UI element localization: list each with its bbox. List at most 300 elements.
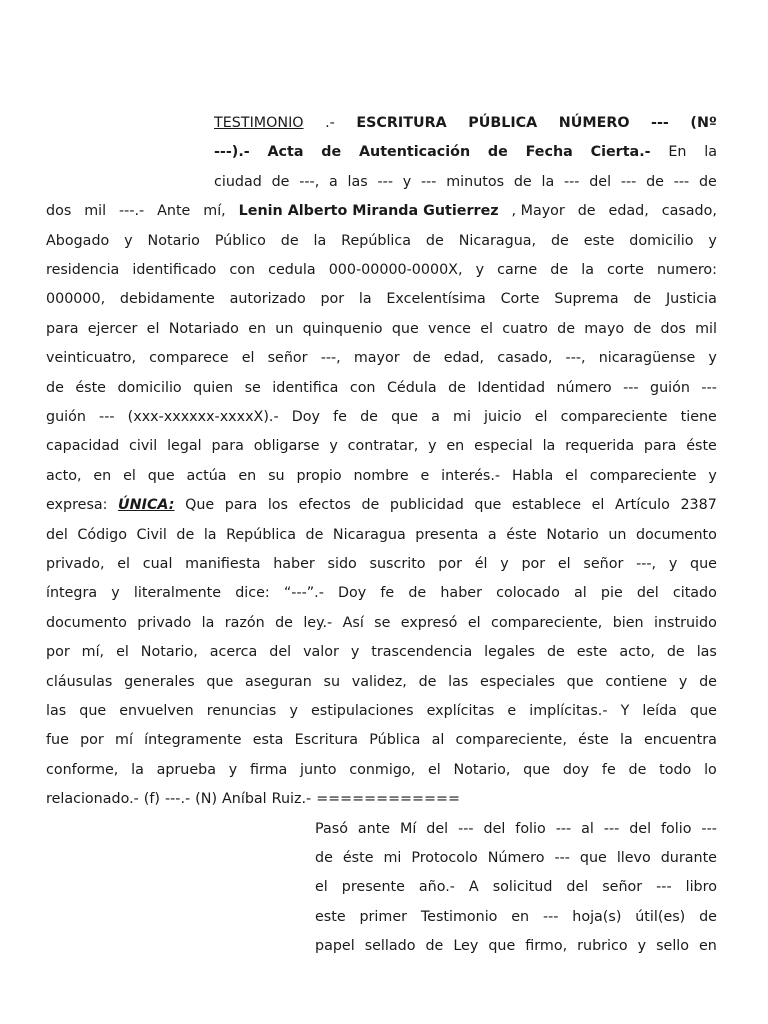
word: de [577,203,596,219]
word: de [633,321,652,337]
word: identifica [272,380,339,396]
word: de [271,174,290,190]
word: Notario [546,527,599,543]
word: que [523,762,551,778]
word: --- [99,409,115,425]
word: explícitas [426,703,495,719]
word: fe [333,409,347,425]
word: íntegra [46,585,98,601]
word: edad, [608,203,649,219]
word: por [46,644,70,660]
word: Cédula [386,380,437,396]
emphasized-word: de [487,144,508,160]
emphasized-word: de [321,144,342,160]
word: el [117,556,131,572]
emphasized-word: Autenticación [358,144,471,160]
word: mí, [81,644,105,660]
word: doy [562,762,590,778]
word: actúa [186,468,227,484]
word: obligarse [253,438,320,454]
word: mil [84,203,107,219]
word: Nicaragua [332,527,406,543]
emphasized-word: ---).- [214,144,250,160]
word: comparece [149,350,229,366]
word: compareciente, [455,732,567,748]
word: Notario, [453,762,511,778]
word: dice: [235,585,270,601]
word: hoja(s) [572,909,622,925]
text-line [46,378,717,398]
word: el [146,321,160,337]
word: de [46,380,64,396]
word: acerca [209,644,258,660]
word: tiene [680,409,717,425]
word: ejercer [87,321,138,337]
word: de [305,527,324,543]
word: compareciente [560,409,668,425]
word: solicitud [492,879,553,895]
word: Que [185,497,215,513]
word: implícitas.- [529,703,608,719]
word: todo [659,762,692,778]
word: --- [554,850,570,866]
word: de [315,850,333,866]
word: que [488,938,516,954]
word: mayor [353,350,400,366]
word: cláusulas [46,674,113,690]
word: éste [75,380,106,396]
word: primer [359,909,408,925]
word: Doy [291,409,320,425]
word: y [428,438,437,454]
word: razón [224,615,265,631]
word: --- [555,821,572,837]
word: renuncias [206,703,277,719]
word: --- [542,909,559,925]
word: e [507,703,517,719]
text-line [46,289,717,309]
text-line [46,554,717,574]
emphasized-word: NÚMERO [558,115,630,131]
word: Justicia [665,291,717,307]
word: en [446,438,465,454]
word: señor [267,350,308,366]
word: compareciente, [490,615,603,631]
word: Excelentísima [386,291,486,307]
word: de [550,262,569,278]
word: veinticuatro, [46,350,137,366]
emphasized-word: PÚBLICA [468,115,538,131]
word: el [123,468,136,484]
word: y [678,674,688,690]
word: instruido [654,615,717,631]
text-line [315,907,717,927]
word: casado, [497,350,553,366]
word: “---”.- [283,585,324,601]
word: publicidad [389,497,464,513]
word: el [241,350,255,366]
text-line [315,877,717,897]
word: señor [583,556,624,572]
word: la [541,174,555,190]
word: folio [661,821,692,837]
text-line [46,260,717,280]
word: la [620,732,633,748]
word: conmigo, [349,762,416,778]
word: nicaragüense [598,350,696,366]
word: durante [660,850,717,866]
word: Aníbal [222,791,267,807]
word: papel [315,938,355,954]
word: aprueba [156,762,216,778]
word: por [521,556,546,572]
word: literalmente [133,585,222,601]
word: que [690,703,717,719]
word: los [267,497,288,513]
word: estipulaciones [310,703,414,719]
word: civil [129,438,158,454]
word: rubrico [577,938,628,954]
word: leída [642,703,677,719]
word: su [323,674,341,690]
word: numero: [656,262,717,278]
word: Ante [157,203,191,219]
word: de [698,174,717,190]
word: Número [487,850,545,866]
word: y [111,585,120,601]
word: Nicaragua, [458,233,537,249]
word: carne [497,262,538,278]
word: juicio [484,409,522,425]
word: mil [695,321,717,337]
word: Y [620,703,630,719]
word: --- [620,174,637,190]
word: y [708,468,717,484]
text-line [46,201,717,221]
word: Pública [369,732,421,748]
word: en [511,909,530,925]
text-line [46,348,717,368]
word: que [690,556,717,572]
word: que [391,321,419,337]
word: colocado [496,585,560,601]
word: cual [142,556,173,572]
word: de [361,497,380,513]
emphasized-word: ESCRITURA [356,115,447,131]
word: valor [303,644,339,660]
word: Testimonio [420,909,498,925]
word: relacionado.- [46,791,139,807]
word: domicilio [117,380,182,396]
word: haber [440,585,482,601]
text-line [46,789,717,809]
word: de [412,350,431,366]
emphasized-word: (Nº [690,115,717,131]
text-line [46,672,717,692]
word: sello [656,938,690,954]
word: de [360,409,378,425]
word: el [565,468,578,484]
word: se [244,380,261,396]
word: el [480,321,494,337]
emphasized-word: Fecha [525,144,573,160]
word: Identidad [477,380,546,396]
word: encuentra [643,732,717,748]
word: se [374,615,391,631]
word: para [46,321,79,337]
word: un [608,527,627,543]
word: este [576,644,608,660]
word: especiales [480,674,555,690]
word: la [542,438,556,454]
emphasized-word: Cierta.- [590,144,651,160]
word: aseguran [245,674,312,690]
word: este [583,233,615,249]
word: número [556,380,612,396]
word: Artículo [614,497,670,513]
word: capacidad [46,438,120,454]
word: Corte [500,291,540,307]
word: quinquenio [302,321,383,337]
word: la [581,262,594,278]
word: de [176,527,195,543]
word: (f) [143,791,160,807]
word: al [431,732,445,748]
word: y [708,350,717,366]
text-line [214,142,717,162]
text-line [46,436,717,456]
word: mi [453,409,471,425]
word: y [402,174,412,190]
word: de [699,909,717,925]
word: privado, [46,556,105,572]
word: República [341,233,412,249]
text-line [315,936,717,956]
word: lo [704,762,717,778]
word: útil(es) [635,909,686,925]
word: la [203,527,217,543]
word: la [201,615,215,631]
word: privado [137,615,192,631]
word: e [420,468,430,484]
word: quien [193,380,234,396]
word: Civil [136,527,167,543]
word: debidamente [119,291,215,307]
text-line [214,113,717,133]
word: el [557,556,571,572]
word: En [668,144,687,160]
word: República [226,527,296,543]
word: de [513,174,532,190]
word: contiene [605,674,668,690]
word: establece [511,497,582,513]
word: expresa: [46,497,108,513]
word: del [426,821,449,837]
word: requerida [565,438,635,454]
word: acto, [619,644,655,660]
text-line [46,613,717,633]
word: suscrito [369,556,426,572]
word: y [289,703,298,719]
emphasized-word: ÚNICA: [118,497,175,513]
word: del [566,879,589,895]
word: documento [635,527,717,543]
word: ---, [299,174,320,190]
word: el [534,409,548,425]
word: Protocolo [411,850,478,866]
word: pie [600,585,623,601]
word: el [591,497,605,513]
word: por [438,556,462,572]
word: 2387 [680,497,717,513]
word: contratar, [347,438,419,454]
word: íntegramente [144,732,242,748]
text-line [46,701,717,721]
word: y [228,762,238,778]
word: Escritura [294,732,359,748]
word: nombre [353,468,409,484]
word: de [546,644,565,660]
word: por [80,732,104,748]
word: --- [623,380,639,396]
word: residencia [46,262,120,278]
word: la [358,291,372,307]
word: haber [273,556,315,572]
word: al [581,821,594,837]
text-line [46,760,717,780]
word: un [275,321,294,337]
word: él [474,556,488,572]
word: identificado [132,262,217,278]
word: en [93,468,112,484]
text-line [46,525,717,545]
word: y [708,233,717,249]
word: (xxx-xxxxxx-xxxxX).- [127,409,279,425]
word: que [579,850,607,866]
word: a [329,174,338,190]
word: --- [673,174,690,190]
word: la [313,233,327,249]
word: ante [357,821,391,837]
word: 000-00000-0000X, [328,262,463,278]
emphasized-word: --- [651,115,669,131]
word: de [550,233,569,249]
word: presenta [415,527,479,543]
word: con [229,262,256,278]
word: de [408,585,427,601]
word: en [248,321,267,337]
word: de [275,615,293,631]
word: libro [685,879,717,895]
word: al [574,585,587,601]
text-line [46,466,717,486]
word: esta [252,732,284,748]
word: legales [484,644,535,660]
word: vence [428,321,471,337]
word: de [425,938,444,954]
word: de [633,291,652,307]
word: de [557,321,575,337]
word: autorizado [229,291,306,307]
word: Notario [147,233,200,249]
word: y [350,644,360,660]
word: minutos [446,174,505,190]
word: la [704,144,717,160]
text-line [46,231,717,251]
word: de [418,674,437,690]
word: y [637,938,647,954]
word: ciudad [214,174,262,190]
word: Código [77,527,127,543]
word: y [329,438,338,454]
word: junto [300,762,337,778]
word: éste [578,732,609,748]
word: sellado [364,938,416,954]
word: que [566,674,594,690]
word: que [391,409,418,425]
word: Doy [338,585,367,601]
word: del [269,644,292,660]
word: --- [563,174,580,190]
word: mí, [203,203,226,219]
word: Mí [400,821,417,837]
word: señor [602,879,643,895]
word: que [147,468,175,484]
word: ============ [316,791,460,807]
word: expresó [400,615,458,631]
word: presente [341,879,405,895]
word: el [467,615,481,631]
word: las [448,674,469,690]
word: que [474,497,502,513]
word: el [116,644,129,660]
word: interés.- [441,468,501,484]
text-line [214,172,717,192]
word: y [475,262,485,278]
word: ---, [320,350,341,366]
word: y [124,233,133,249]
word: fue [46,732,69,748]
word: éste [342,850,374,866]
word: envuelven [119,703,194,719]
word: su [268,468,285,484]
word: que [79,703,107,719]
text-line [46,407,717,427]
word: las [46,703,67,719]
word: domicilio [629,233,694,249]
word: éste [686,438,717,454]
word: --- [701,380,717,396]
word: este [315,909,346,925]
text-line [46,319,717,339]
word: Pasó [315,821,348,837]
emphasized-word: TESTIMONIO [214,115,304,131]
word: cedula [268,262,316,278]
word: bien [612,615,644,631]
word: en [699,938,717,954]
word: guión [46,409,86,425]
word: --- [420,174,437,190]
word: citado [672,585,717,601]
word: para [224,497,258,513]
word: ---.- [164,791,191,807]
word: dos [46,203,72,219]
word: y [668,556,678,572]
word: fe [601,762,616,778]
word: --- [656,879,672,895]
word: del [46,527,68,543]
word: llevo [616,850,651,866]
